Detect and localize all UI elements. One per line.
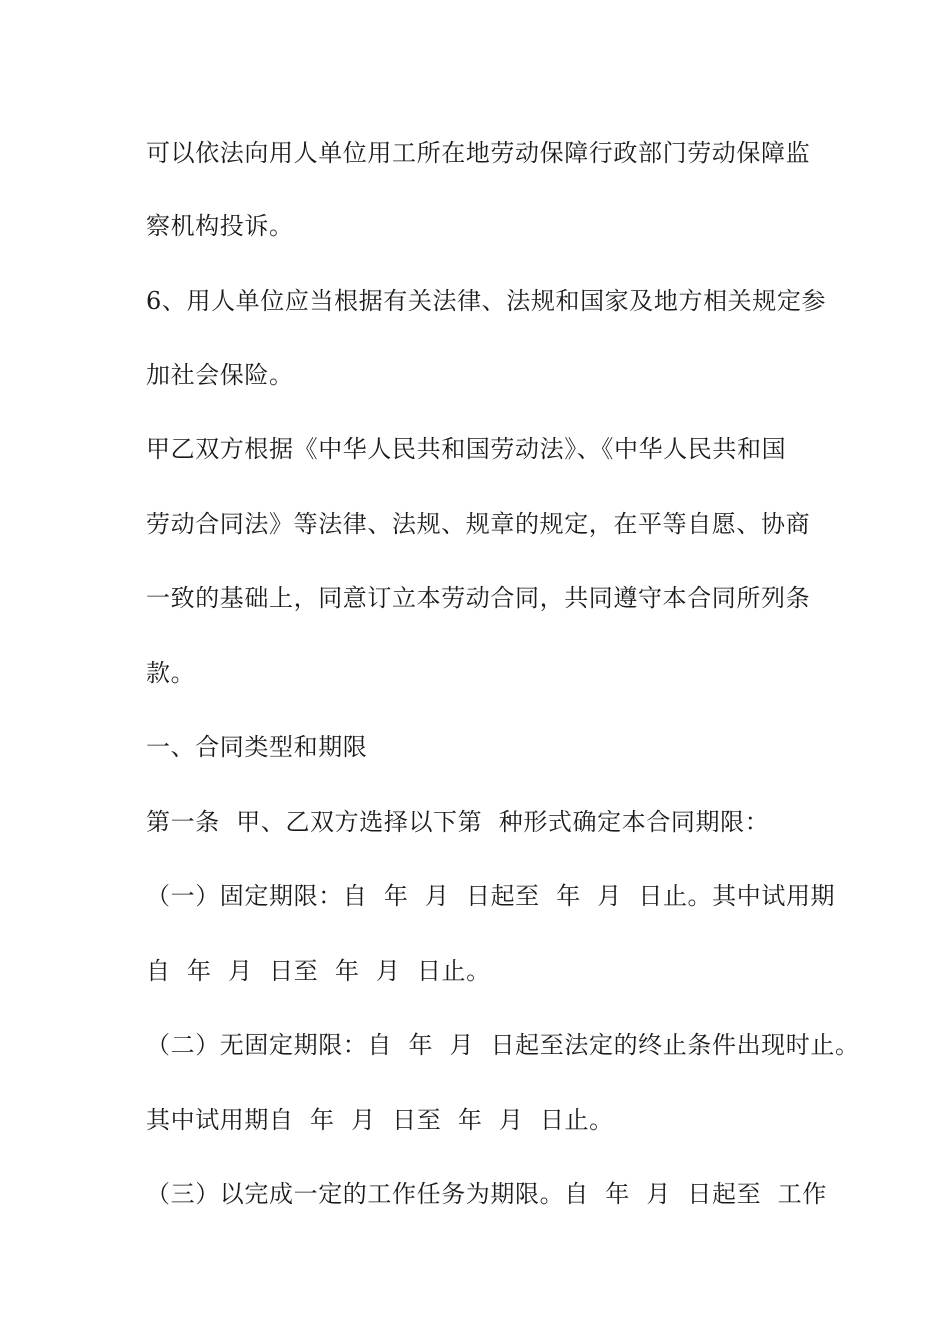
- clause-line: 其中试用期自 年 月 日至 年 月 日止。: [146, 1106, 614, 1134]
- clause-line: （三）以完成一定的工作任务为期限。自 年 月 日起至 工作: [146, 1180, 827, 1208]
- paragraph-line: 劳动合同法》等法律、法规、规章的规定，在平等自愿、协商: [146, 510, 811, 538]
- clause-line: （二）无固定期限：自 年 月 日起至法定的终止条件出现时止。: [146, 1031, 860, 1059]
- paragraph-line: 察机构投诉。: [146, 212, 294, 240]
- paragraph-line: 可以依法向用人单位用工所在地劳动保障行政部门劳动保障监: [146, 139, 811, 167]
- section-heading: 一、合同类型和期限: [146, 733, 368, 761]
- clause-line: （一）固定期限：自 年 月 日起至 年 月 日止。其中试用期: [146, 882, 836, 910]
- paragraph-line: 6、用人单位应当根据有关法律、法规和国家及地方相关规定参: [146, 287, 827, 315]
- article-line: 第一条 甲、乙双方选择以下第 种形式确定本合同期限：: [146, 808, 770, 836]
- paragraph-line: 甲乙双方根据《中华人民共和国劳动法》、《中华人民共和国: [146, 435, 787, 463]
- paragraph-line: 一致的基础上，同意订立本劳动合同，共同遵守本合同所列条: [146, 584, 811, 612]
- clause-line: 自 年 月 日至 年 月 日止。: [146, 957, 491, 985]
- paragraph-line: 款。: [146, 659, 196, 687]
- paragraph-line: 加社会保险。: [146, 361, 294, 389]
